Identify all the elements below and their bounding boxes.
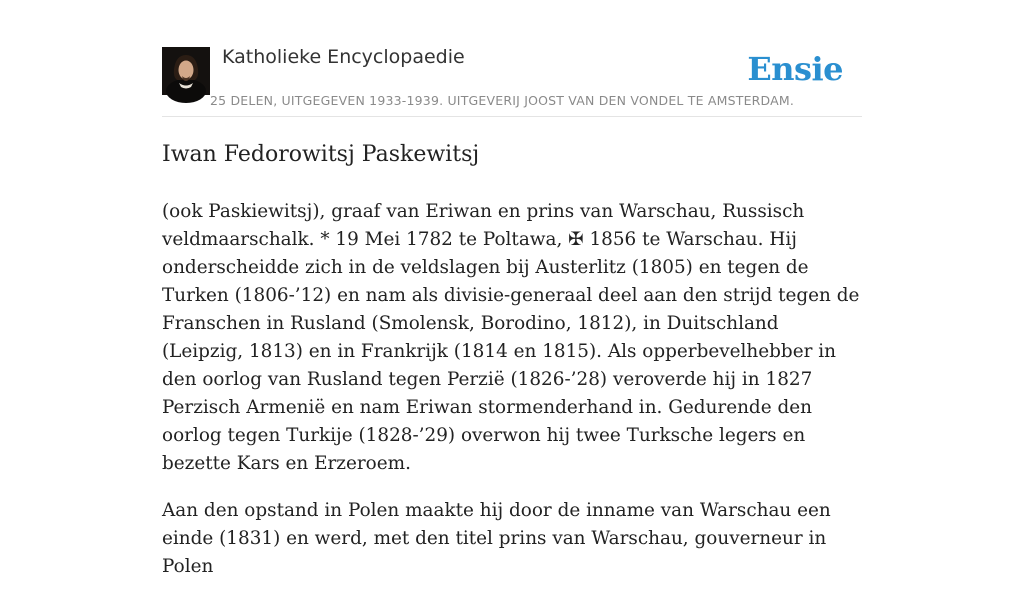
article-paragraph: (ook Paskiewitsj), graaf van Eriwan en prins van Warschau, Russisch veldmaarschalk. * 19 Mei 1782 te Poltawa, ✠ 1856 te Warschau. Hij onderscheidde zich in de veldslagen bij Austerlitz (1805) en tegen de Turken (1806-’12) en nam als divisie-generaal deel aan den strijd tegen de Franschen in Rusland (Smolensk, Borodino, 1812), in Duitschland (Leipzig, 1813) en in Frankrijk (1814 en 1815). Als opperbevelhebber in den oorlog van Rusland tegen Perzië (1826-’28) veroverde hij in 1827 Perzisch Armenië en nam Eriwan stormenderhand in. Gedurende den oorlog tegen Turkije (1828-’29) overwon hij twee Turksche legers en bezette Kars en Erzeroem. [162, 201, 860, 474]
publication-title[interactable]: Katholieke Encyclopaedie [222, 46, 465, 68]
article-title: Iwan Fedorowitsj Paskewitsj [162, 142, 480, 167]
ensie-logo-link[interactable]: Ensie [747, 50, 843, 88]
publication-avatar[interactable] [162, 47, 210, 95]
portrait-avatar-icon [162, 47, 210, 95]
publication-subtitle: 25 DELEN, UITGEGEVEN 1933-1939. UITGEVERIJ JOOST VAN DEN VONDEL TE AMSTERDAM. [210, 93, 795, 108]
article [162, 138, 862, 600]
article-paragraph: Aan den opstand in Polen maakte hij door de inname van Warschau een einde (1831) en werd, met den titel prins van Warschau, gouverneur in Polen [162, 500, 831, 577]
publication-header [162, 40, 862, 117]
